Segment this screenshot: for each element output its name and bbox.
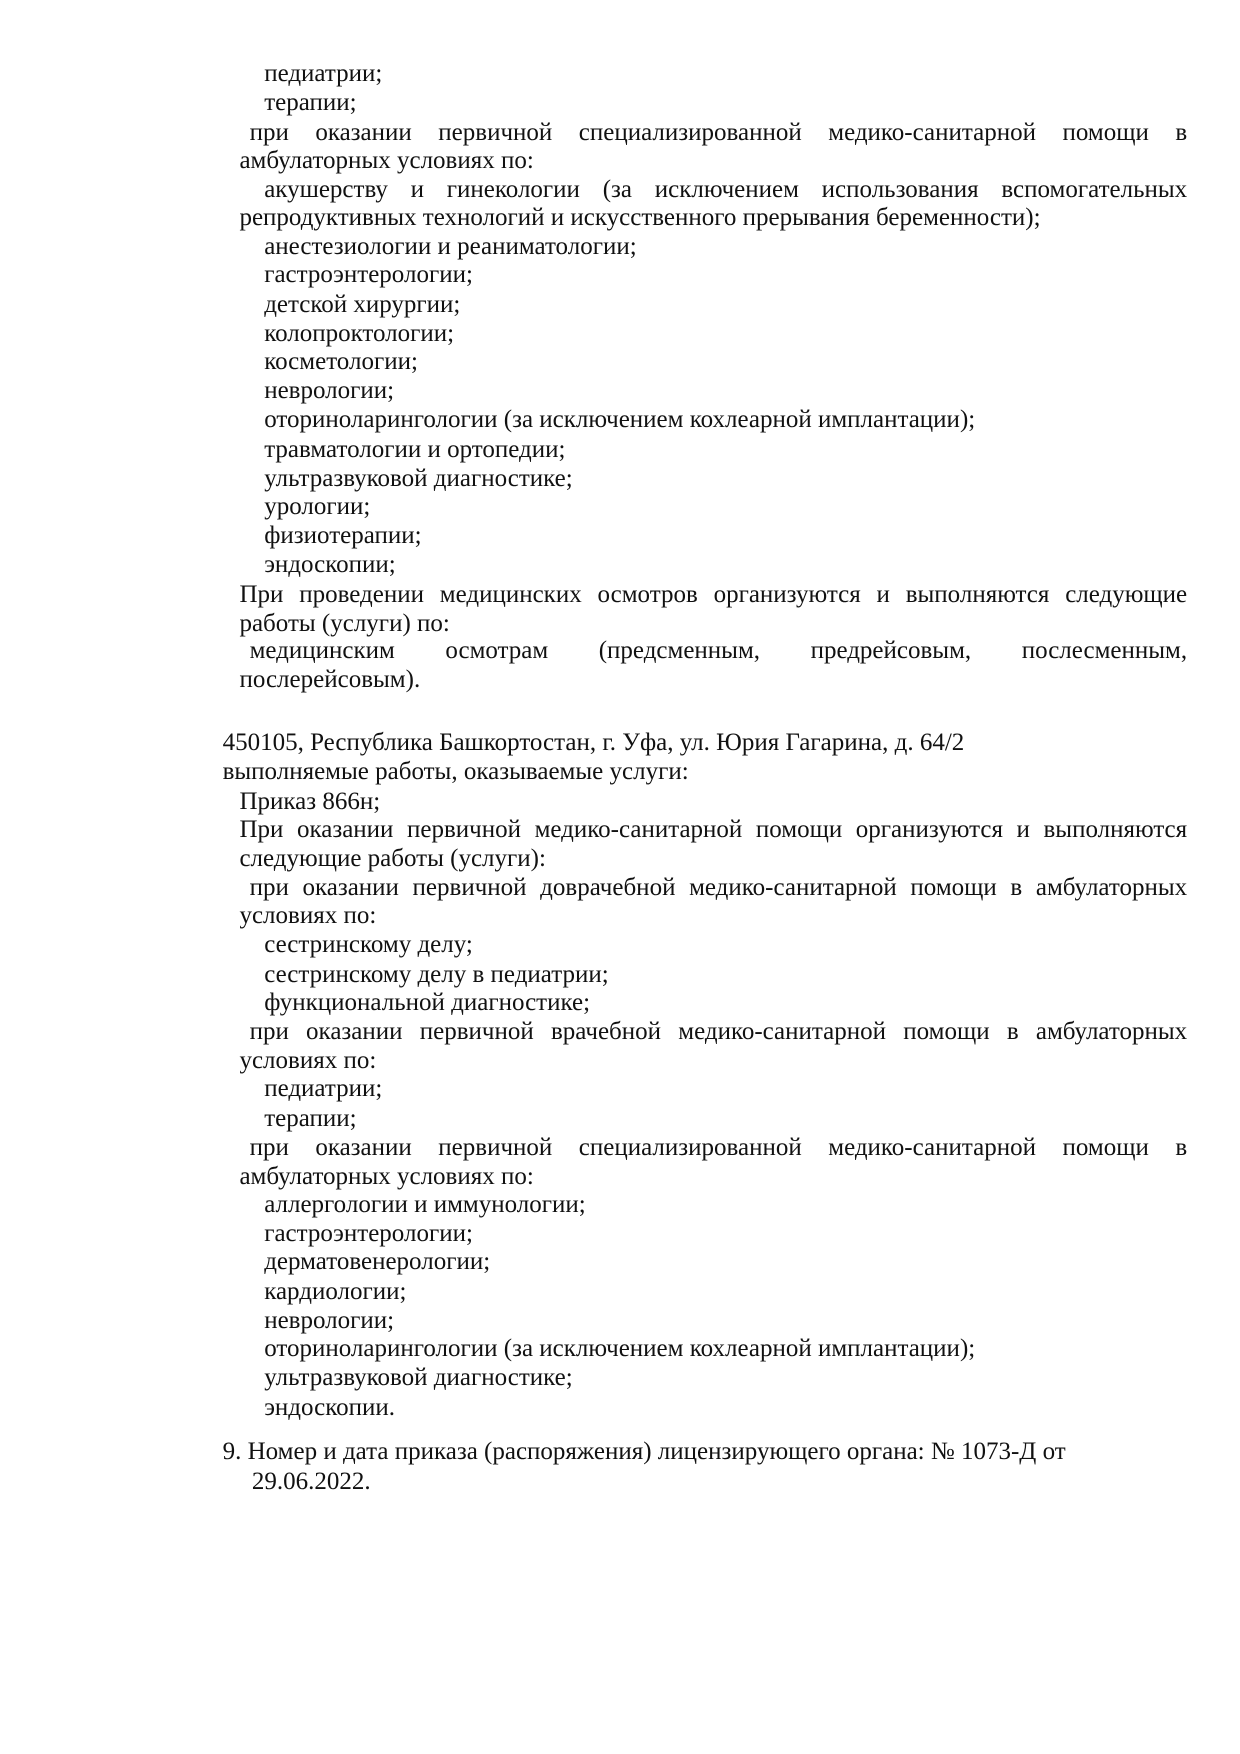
text-line: ультразвуковой диагностике; (264, 464, 573, 492)
text-line: сестринскому делу; (264, 931, 473, 959)
text-line: детской хирургии; (264, 290, 461, 318)
text-line: при оказании первичной доврачебной медико-санитарной помощи в амбулаторных (249, 874, 1188, 902)
text-line: дерматовенерологии; (264, 1248, 491, 1276)
text-line: амбулаторных условиях по: (239, 1163, 534, 1191)
text-line: выполняемые работы, оказываемые услуги: (222, 758, 689, 786)
text-line: аллергологии и иммунологии; (264, 1191, 586, 1219)
text-line: сестринскому делу в педиатрии; (264, 960, 609, 988)
text-line: амбулаторных условиях по: (239, 146, 534, 174)
text-line: травматологии и ортопедии; (264, 435, 566, 463)
text-line: неврологии; (264, 377, 395, 405)
text-line: 450105, Республика Башкортостан, г. Уфа, ул. Юрия Гагарина, д. 64/2 (222, 729, 965, 757)
text-line: условиях по: (239, 902, 377, 930)
text-line: при оказании первичной врачебной медико-санитарной помощи в амбулаторных (249, 1018, 1188, 1046)
text-line: ультразвуковой диагностике; (264, 1364, 573, 1392)
text-line: послерейсовым). (239, 666, 421, 694)
text-line: педиатрии; (264, 1075, 383, 1103)
text-line: оториноларингологии (за исключением кохлеарной имплантации); (264, 406, 976, 434)
text-line: при оказании первичной специализированной медико-санитарной помощи в (249, 118, 1188, 146)
text-line: неврологии; (264, 1306, 395, 1334)
text-line: колопроктологии; (264, 319, 455, 347)
text-line: репродуктивных технологий и искусственного прерывания беременности); (239, 204, 1041, 232)
text-line: функциональной диагностике; (264, 988, 591, 1016)
text-line: эндоскопии. (264, 1393, 395, 1421)
text-line: акушерству и гинекологии (за исключением использования вспомогательных (264, 175, 1188, 203)
text-line: физиотерапии; (264, 522, 422, 550)
text-line: оториноларингологии (за исключением кохлеарной имплантации); (264, 1335, 976, 1363)
text-line: 9. Номер и дата приказа (распоряжения) лицензирующего органа: № 1073-Д от (222, 1438, 1066, 1466)
text-line: терапии; (264, 89, 357, 117)
text-line: эндоскопии; (264, 551, 396, 579)
text-line: педиатрии; (264, 60, 383, 88)
text-line: следующие работы (услуги): (239, 844, 546, 872)
text-line: условиях по: (239, 1047, 377, 1075)
text-line: При проведении медицинских осмотров организуются и выполняются следующие (239, 580, 1188, 608)
text-line: урологии; (264, 493, 371, 521)
text-line: Приказ 866н; (239, 787, 381, 815)
text-line: работы (услуги) по: (239, 609, 450, 637)
text-line: при оказании первичной специализированной медико-санитарной помощи в (249, 1133, 1188, 1161)
text-line: гастроэнтерологии; (264, 1220, 473, 1248)
text-line: терапии; (264, 1104, 357, 1132)
text-line: кардиологии; (264, 1277, 407, 1305)
text-line: гастроэнтерологии; (264, 261, 473, 289)
text-line: При оказании первичной медико-санитарной помощи организуются и выполняются (239, 815, 1188, 843)
text-line: 29.06.2022. (251, 1467, 371, 1495)
text-line: косметологии; (264, 347, 418, 375)
text-line: медицинским осмотрам (предсменным, предрейсовым, послесменным, (249, 636, 1188, 664)
text-line: анестезиологии и реаниматологии; (264, 233, 637, 261)
